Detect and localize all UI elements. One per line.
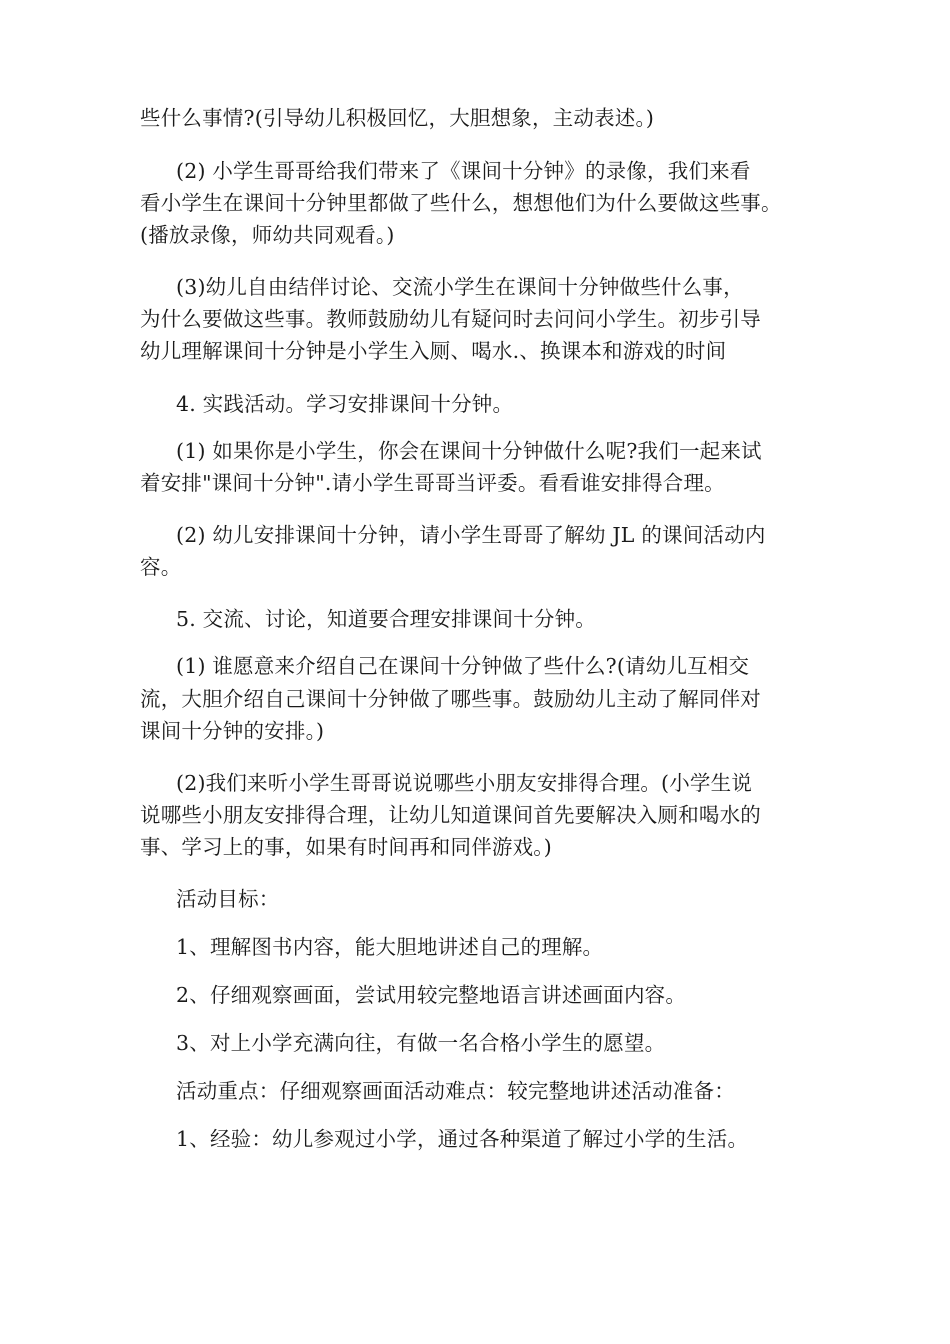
list-item: 2、仔细观察画面，尝试用较完整地语言讲述画面内容。 bbox=[176, 983, 687, 1007]
text-line: (播放录像，师幼共同观看。) bbox=[140, 223, 395, 247]
list-item: 1、经验：幼儿参观过小学，通过各种渠道了解过小学的生活。 bbox=[176, 1127, 749, 1151]
text-line: 4. 实践活动。学习安排课间十分钟。 bbox=[176, 392, 514, 416]
text-line: 5. 交流、讨论，知道要合理安排课间十分钟。 bbox=[176, 607, 596, 631]
text-line: 流，大胆介绍自己课间十分钟做了哪些事。鼓励幼儿主动了解同伴对 bbox=[140, 687, 761, 711]
list-item: 3、对上小学充满向往，有做一名合格小学生的愿望。 bbox=[176, 1031, 666, 1055]
text-line: 看小学生在课间十分钟里都做了些什么，想想他们为什么要做这些事。 bbox=[140, 191, 782, 215]
text-line: (2) 小学生哥哥给我们带来了《课间十分钟》的录像，我们来看 bbox=[176, 159, 751, 183]
text-line: 活动重点：仔细观察画面活动难点：较完整地讲述活动准备： bbox=[176, 1079, 735, 1103]
text-line: 说哪些小朋友安排得合理，让幼儿知道课间首先要解决入厕和喝水的 bbox=[140, 803, 761, 827]
text-line: 课间十分钟的安排。) bbox=[140, 719, 325, 743]
text-line: 幼儿理解课间十分钟是小学生入厕、喝水.、换课本和游戏的时间 bbox=[140, 339, 727, 363]
text-line: (1) 如果你是小学生，你会在课间十分钟做什么呢?我们一起来试 bbox=[176, 439, 762, 463]
text-line: 些什么事情?(引导幼儿积极回忆，大胆想象，主动表述。) bbox=[140, 106, 655, 130]
text-line: (2) 幼儿安排课间十分钟，请小学生哥哥了解幼 JL 的课间活动内 bbox=[176, 523, 766, 547]
text-line: 事、学习上的事，如果有时间再和同伴游戏。) bbox=[140, 835, 552, 859]
list-item: 1、理解图书内容，能大胆地讲述自己的理解。 bbox=[176, 935, 604, 959]
text-line: 为什么要做这些事。教师鼓励幼儿有疑问时去问问小学生。初步引导 bbox=[140, 307, 761, 331]
text-line: 着安排"课间十分钟".请小学生哥哥当评委。看看谁安排得合理。 bbox=[140, 471, 725, 495]
text-line: (2)我们来听小学生哥哥说说哪些小朋友安排得合理。(小学生说 bbox=[176, 771, 753, 795]
text-line: (3)幼儿自由结伴讨论、交流小学生在课间十分钟做些什么事， bbox=[176, 275, 744, 299]
text-line: (1) 谁愿意来介绍自己在课间十分钟做了些什么?(请幼儿互相交 bbox=[176, 654, 750, 678]
section-heading: 活动目标： bbox=[176, 887, 280, 911]
text-line: 容。 bbox=[140, 555, 182, 579]
